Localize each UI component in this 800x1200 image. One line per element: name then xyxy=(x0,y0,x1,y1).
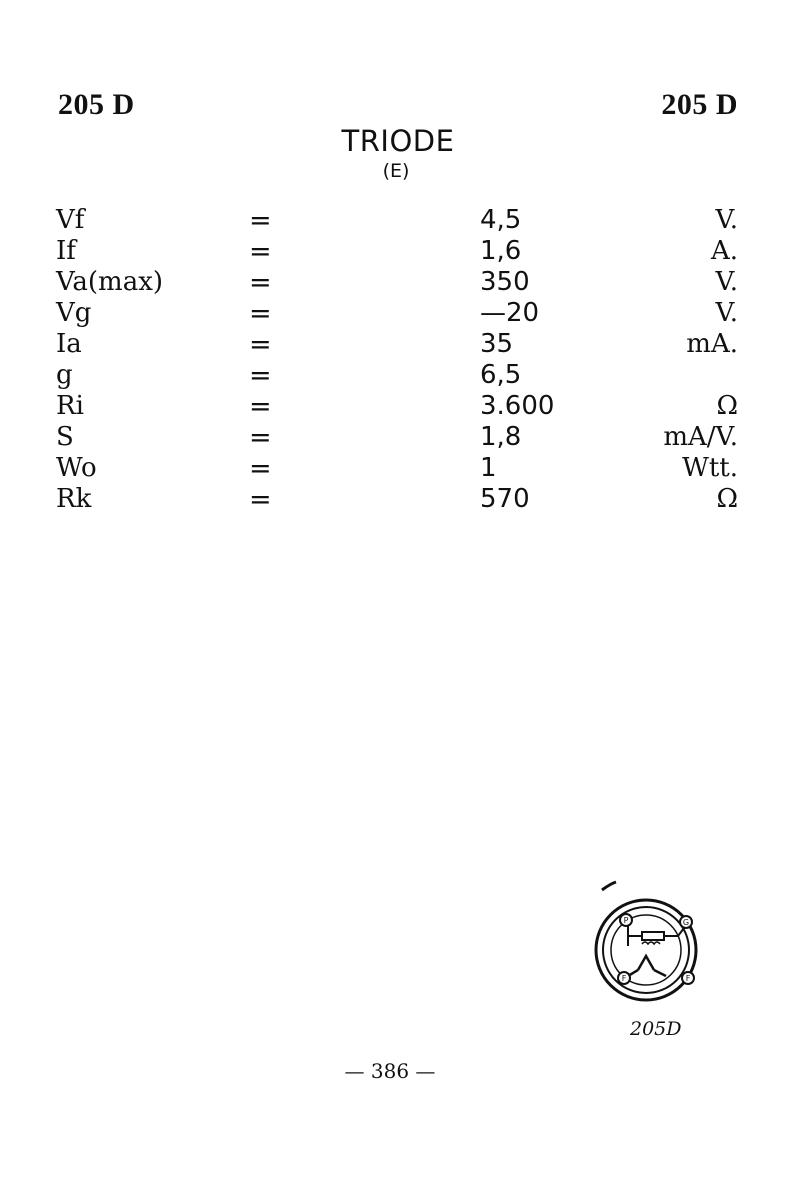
spec-value: 35 xyxy=(480,329,514,359)
spec-row-ri xyxy=(56,391,738,422)
spec-unit: mA/V. xyxy=(663,422,738,452)
pin-label: F xyxy=(621,974,627,983)
spec-equals: = xyxy=(249,422,272,453)
page-title: TRIODE xyxy=(341,124,455,158)
diagram-caption: 205D xyxy=(630,1018,682,1040)
pin-label: P xyxy=(623,916,629,925)
page-subtitle: (E) xyxy=(382,160,410,182)
spec-unit: V. xyxy=(715,205,738,235)
spec-row-g xyxy=(56,360,738,391)
diagram-inner-ring xyxy=(603,907,689,993)
spec-unit: Ω xyxy=(716,484,738,514)
spec-name: g xyxy=(56,360,73,390)
spec-name: S xyxy=(56,422,74,452)
spec-equals: = xyxy=(249,453,272,484)
spec-unit: V. xyxy=(715,298,738,328)
spec-unit: Ω xyxy=(716,391,738,421)
spec-name: Ia xyxy=(56,329,82,359)
spec-value: 1,6 xyxy=(480,236,522,266)
spec-table xyxy=(56,205,738,515)
spec-name: Vg xyxy=(56,298,92,328)
diagram-key-mark xyxy=(602,882,616,890)
pin-label: G xyxy=(682,918,690,927)
spec-row-rk xyxy=(56,484,738,515)
spec-value: 350 xyxy=(480,267,530,297)
spec-value: 3.600 xyxy=(480,391,555,421)
diagram-grid xyxy=(642,942,660,944)
spec-row-vf xyxy=(56,205,738,236)
spec-equals: = xyxy=(249,360,272,391)
spec-value: —20 xyxy=(480,298,540,328)
spec-row-wo xyxy=(56,453,738,484)
spec-value: 1 xyxy=(480,453,497,483)
tube-base-pinout-diagram xyxy=(588,880,708,1010)
tube-id-left: 205 D xyxy=(58,88,135,121)
spec-unit: Wtt. xyxy=(682,453,738,483)
spec-equals: = xyxy=(249,205,272,236)
diagram-filament xyxy=(628,956,666,976)
spec-unit: A. xyxy=(710,236,738,266)
spec-value: 4,5 xyxy=(480,205,522,235)
tube-id-right: 205 D xyxy=(661,88,738,121)
spec-row-if xyxy=(56,236,738,267)
spec-name: If xyxy=(56,236,76,266)
spec-name: Va(max) xyxy=(56,267,163,297)
diagram-plate xyxy=(642,932,664,940)
spec-value: 1,8 xyxy=(480,422,522,452)
spec-unit: mA. xyxy=(686,329,738,359)
spec-equals: = xyxy=(249,329,272,360)
spec-equals: = xyxy=(249,484,272,515)
page-number: — 386 — xyxy=(344,1059,436,1083)
spec-name: Rk xyxy=(56,484,92,514)
spec-row-va-max xyxy=(56,267,738,298)
spec-equals: = xyxy=(249,298,272,329)
spec-value: 570 xyxy=(480,484,530,514)
spec-unit: V. xyxy=(715,267,738,297)
spec-equals: = xyxy=(249,391,272,422)
diagram-plate-lead xyxy=(628,926,642,946)
pin-label: F xyxy=(685,974,691,983)
spec-row-s xyxy=(56,422,738,453)
spec-equals: = xyxy=(249,236,272,267)
spec-name: Vf xyxy=(56,205,85,235)
spec-row-ia xyxy=(56,329,738,360)
spec-equals: = xyxy=(249,267,272,298)
spec-name: Wo xyxy=(56,453,97,483)
spec-value: 6,5 xyxy=(480,360,522,390)
spec-row-vg xyxy=(56,298,738,329)
spec-name: Ri xyxy=(56,391,84,421)
